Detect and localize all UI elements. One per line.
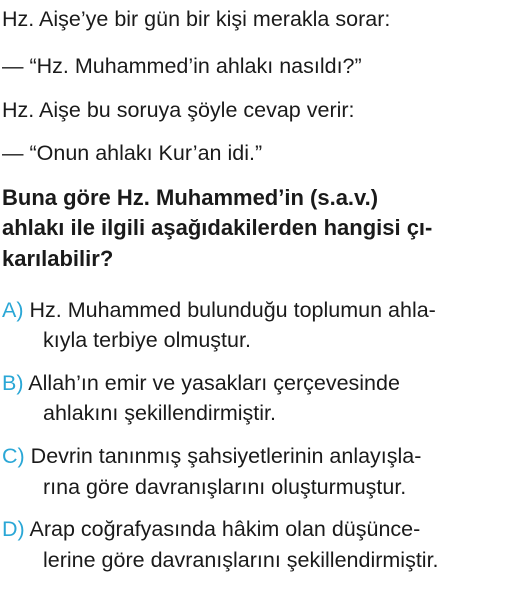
option-d-text-line-2: lerine göre davranışlarını şekillendirmiştir. xyxy=(43,548,439,572)
question-line-1: Buna göre Hz. Muhammed’in (s.a.v.) xyxy=(2,185,379,210)
option-b[interactable] xyxy=(2,370,400,396)
option-a[interactable] xyxy=(2,297,436,323)
option-d-letter: D) xyxy=(2,517,25,541)
option-a-text-line-2: kıyla terbiye olmuştur. xyxy=(43,328,251,352)
option-a-letter: A) xyxy=(2,298,24,322)
option-c[interactable] xyxy=(2,443,421,469)
dialogue-line-2: — “Hz. Muhammed’in ahlakı nasıldı?” xyxy=(2,54,362,78)
option-c-text-line-1: Devrin tanınmış şahsiyetlerinin anlayışla- xyxy=(30,444,422,468)
option-c-text-line-2: rına göre davranışlarını oluşturmuştur. xyxy=(43,475,407,499)
option-a-text-line-1: Hz. Muhammed bulunduğu toplumun ahla- xyxy=(29,298,436,322)
option-d[interactable] xyxy=(2,516,420,542)
question-line-2: ahlakı ile ilgili aşağıdakilerden hangisi çı- xyxy=(2,215,433,240)
question-line-3: karılabilir? xyxy=(2,246,114,271)
option-d-text-line-1: Arap coğrafyasında hâkim olan düşünce- xyxy=(29,517,421,541)
option-c-letter: C) xyxy=(2,444,25,468)
dialogue-line-4: — “Onun ahlakı Kur’an idi.” xyxy=(2,141,263,165)
dialogue-line-1: Hz. Aişe’ye bir gün bir kişi merakla sorar: xyxy=(2,7,391,31)
option-b-text-line-1: Allah’ın emir ve yasakları çerçevesinde xyxy=(28,371,400,395)
option-b-text-line-2: ahlakını şekillendirmiştir. xyxy=(43,401,277,425)
dialogue-line-3: Hz. Aişe bu soruya şöyle cevap verir: xyxy=(2,98,355,122)
option-b-letter: B) xyxy=(2,371,24,395)
